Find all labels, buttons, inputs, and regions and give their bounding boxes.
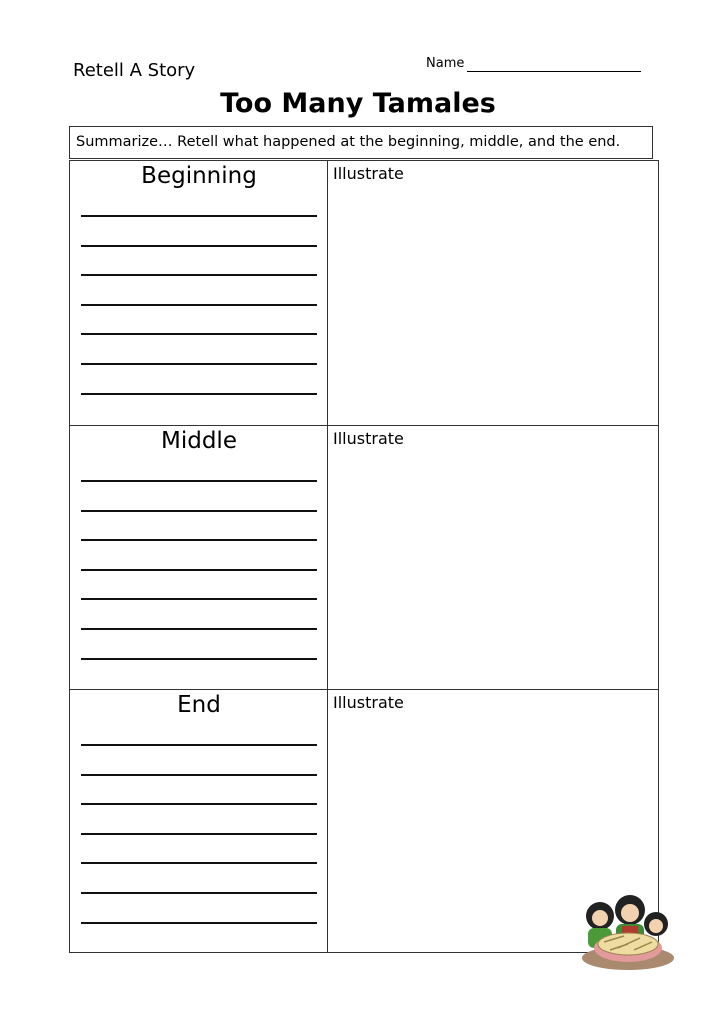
writing-line[interactable] [81,803,317,805]
instructions-box: Summarize… Retell what happened at the beginning, middle, and the end. [69,126,653,159]
writing-line[interactable] [81,480,317,482]
illustrate-label: Illustrate [333,429,404,448]
writing-area [70,426,328,689]
writing-line[interactable] [81,892,317,894]
writing-line[interactable] [81,215,317,217]
worksheet-subtitle: Retell A Story [73,60,196,81]
writing-line[interactable] [81,774,317,776]
writing-line[interactable] [81,304,317,306]
section-beginning [70,161,658,425]
section-heading: Middle [161,428,237,454]
writing-line[interactable] [81,363,317,365]
writing-line[interactable] [81,274,317,276]
illustrate-label: Illustrate [333,693,404,712]
name-field-line[interactable] [467,71,641,72]
girls-with-tamales-icon [578,880,678,972]
page-title: Too Many Tamales [220,88,496,119]
retell-table [69,160,659,953]
section-end [70,689,658,952]
writing-line[interactable] [81,862,317,864]
writing-line[interactable] [81,744,317,746]
writing-line[interactable] [81,628,317,630]
writing-line[interactable] [81,539,317,541]
writing-area [70,161,328,425]
writing-line[interactable] [81,510,317,512]
section-heading: Beginning [141,163,257,189]
writing-line[interactable] [81,598,317,600]
writing-line[interactable] [81,833,317,835]
writing-area [70,690,328,952]
writing-line[interactable] [81,569,317,571]
section-middle [70,425,658,689]
writing-line[interactable] [81,922,317,924]
writing-line[interactable] [81,245,317,247]
section-heading: End [177,692,221,718]
illustrate-label: Illustrate [333,164,404,183]
name-label: Name [426,56,465,71]
writing-line[interactable] [81,333,317,335]
writing-line[interactable] [81,393,317,395]
writing-line[interactable] [81,658,317,660]
